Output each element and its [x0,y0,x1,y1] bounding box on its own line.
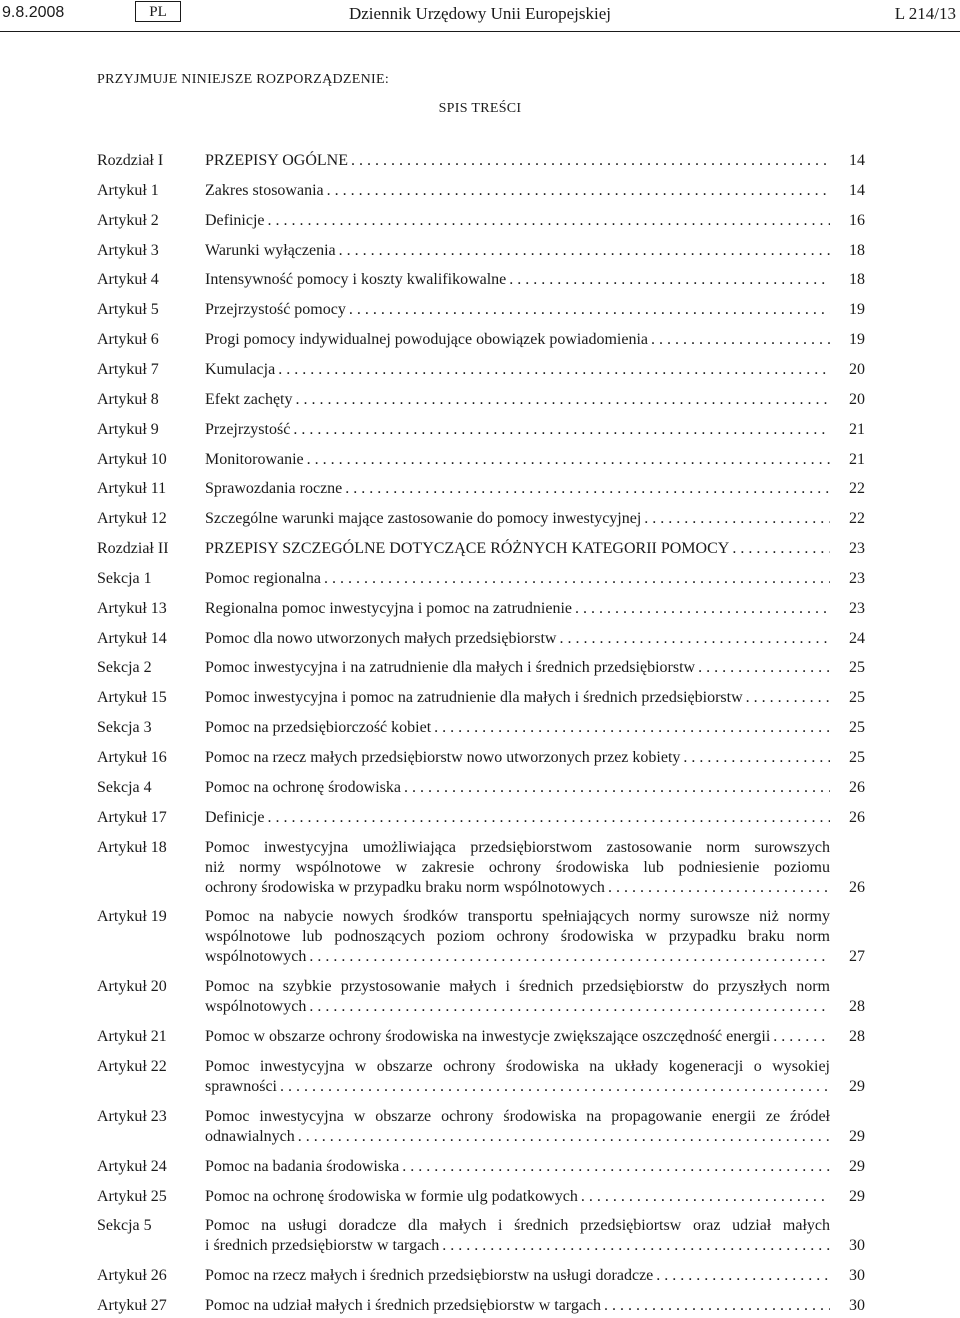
toc-entry-page: 26 [849,808,865,826]
toc-entry-title [205,688,830,708]
toc-entry-page: 25 [849,719,865,737]
toc-entry[interactable] [0,629,960,649]
dot-leader [442,1236,830,1256]
journal-title: Dziennik Urzędowy Unii Europejskiej [348,4,611,23]
toc-entry-label: Artykuł 25 [97,1187,167,1205]
toc-entry-title [205,1266,830,1286]
toc-entry-title-line: Pomoc na badania środowiska [205,1157,400,1175]
toc-entry-label: Artykuł 7 [97,360,159,378]
toc-entry-label: Artykuł 22 [97,1057,167,1075]
header-divider [0,31,960,32]
toc-entry-title [205,658,830,678]
toc-entry-title [205,420,830,440]
toc-entry[interactable] [0,420,960,440]
page-reference: L 214/13 [894,4,956,23]
toc-entry-title [205,748,830,768]
toc-entry-page: 28 [849,998,865,1016]
toc-entry-title-line: Pomoc dla nowo utworzonych małych przedsiębiorstw [205,629,557,647]
toc-entry-title-line: sprawności [205,1077,277,1095]
toc-entry-title-line: Sprawozdania roczne [205,480,343,498]
toc-entry-title [205,1057,830,1097]
dot-leader [644,509,830,529]
toc-entry-title [205,718,830,738]
dot-leader [608,878,830,898]
toc-entry[interactable] [0,1057,960,1097]
toc-entry-title [205,270,830,290]
toc-entry[interactable] [0,479,960,499]
toc-entry-label: Sekcja 1 [97,569,152,587]
dot-leader [351,151,830,171]
language-badge: PL [135,1,181,22]
toc-entry-title-line: Pomoc na przedsiębiorczość kobiet [205,719,432,737]
toc-entry-page: 25 [849,749,865,766]
toc-entry-page: 20 [849,360,865,378]
toc-entry-title [205,509,830,529]
toc-entry-title-line: Pomoc w obszarze ochrony środowiska na inwestycje zwiększające oszczędność energii [205,1028,771,1046]
dot-leader [559,629,830,649]
dot-leader [307,450,830,470]
toc-entry-title [205,241,830,261]
toc-entry-page: 22 [849,480,865,498]
toc-entry[interactable] [0,838,960,898]
dot-leader [404,778,830,798]
toc-entry[interactable] [0,151,960,171]
publication-date: 9.8.2008 [2,4,65,21]
toc-entry-title [205,539,830,559]
toc-entry-page: 19 [849,301,865,319]
toc-entry-title-line: Przejrzystość [205,420,291,438]
toc-entry-label: Artykuł 21 [97,1028,167,1046]
toc-entry-page: 29 [849,1127,865,1145]
dot-leader [327,181,830,201]
toc-entry-page: 25 [849,689,865,707]
dot-leader [293,420,830,440]
toc-entry-title-line: Przejrzystość pomocy [205,301,346,319]
dot-leader [651,330,830,350]
toc-entry-title-line: niż normy wspólnotowe w zakresie ochrony środowiska lub podniesienie poziomu [205,858,830,876]
toc-entry-page: 21 [849,450,865,468]
dot-leader [345,479,830,499]
toc-entry-page: 16 [849,211,865,229]
toc-entry[interactable] [0,211,960,231]
toc-entry-title-line: i średnich przedsiębiorstw w targach [205,1237,440,1255]
toc-entry-page: 26 [849,878,865,896]
toc-entry-page: 30 [849,1237,865,1255]
toc-entry-title [205,300,830,320]
toc-entry-title-line: Pomoc na nabycie nowych środków transportu spełniających normy surowsze niż normy [205,908,830,926]
toc-entry[interactable] [0,569,960,589]
toc-entry-page: 18 [849,271,865,289]
toc-entry-label: Artykuł 2 [97,211,159,229]
toc-entry-page: 21 [849,420,865,438]
toc-entry[interactable] [0,1266,960,1286]
toc-entry-title-line: Pomoc inwestycyjna umożliwiająca przedsiębiorstwom zastosowanie norm surowszych [205,838,830,856]
dot-leader [309,997,830,1017]
toc-entry-label: Rozdział II [97,540,169,558]
toc-entry-page: 22 [849,510,865,528]
toc-entry-page: 29 [849,1077,865,1095]
toc-entry-label: Rozdział I [97,152,164,169]
toc-entry-title [205,450,830,470]
dot-leader [280,1077,830,1097]
toc-entry-title-line: Warunki wyłączenia [205,241,336,259]
toc-entry-page: 24 [849,629,865,647]
toc-entry-title [205,211,830,231]
toc-entry-title [205,360,830,380]
toc-entry-label: Artykuł 26 [97,1267,167,1285]
toc-entry-label: Artykuł 24 [97,1157,167,1175]
toc-entry-label: Artykuł 27 [97,1297,167,1315]
dot-leader [298,1127,830,1147]
toc-entry[interactable] [0,509,960,529]
dot-leader [683,748,830,768]
dot-leader [309,947,830,967]
toc-entry-title [205,599,830,619]
dot-leader [698,658,830,678]
toc-entry-page: 19 [849,331,865,349]
toc-entry-title-line: ochrony środowiska w przypadku braku norm wspólnotowych [205,878,605,896]
toc-entry-title [205,629,830,649]
toc-entry[interactable] [0,1187,960,1207]
toc-entry-page: 23 [849,599,865,617]
toc-entry-title [205,1216,830,1256]
toc-entry[interactable] [0,688,960,708]
toc-entry-title [205,808,830,828]
dot-leader [434,718,830,738]
toc-entry-title-line: Pomoc na ochronę środowiska w formie ulg podatkowych [205,1187,578,1205]
toc-entry-page: 14 [849,181,865,199]
toc-entry-title-line: Pomoc na rzecz małych przedsiębiorstw nowo utworzonych przez kobiety [205,749,681,766]
toc-entry-title [205,838,830,898]
dot-leader [349,300,830,320]
dot-leader [268,211,830,231]
toc-entry-title [205,1107,830,1147]
toc-entry-title-line: Pomoc na udział małych i średnich przedsiębiorstw w targach [205,1297,602,1315]
dot-leader [278,360,830,380]
toc-entry-page: 23 [849,540,865,558]
dot-leader [296,390,831,410]
toc-entry-title-line: Pomoc inwestycyjna w obszarze ochrony środowiska na propagowanie energii ze źródeł [205,1107,830,1125]
toc-entry-page: 29 [849,1157,865,1175]
toc-entry-title [205,977,830,1017]
toc-entry[interactable] [0,390,960,410]
toc-entry-title-line: Pomoc inwestycyjna i na zatrudnienie dla małych i średnich przedsiębiorstw [205,659,696,677]
toc-entry-title-line: PRZEPISY OGÓLNE [205,152,348,169]
dot-leader [402,1157,830,1177]
toc-entry[interactable] [0,1157,960,1177]
toc-entry-title [205,1157,830,1177]
dot-leader [656,1266,830,1286]
toc-entry-label: Artykuł 11 [97,480,167,498]
toc-entry-title-line: Pomoc inwestycyjna w obszarze ochrony środowiska na układy kogeneracji o wysokiej [205,1057,830,1075]
toc-entry-title-line: odnawialnych [205,1127,295,1145]
toc-entry-title-line: Kumulacja [205,360,276,378]
dot-leader [773,1027,830,1047]
dot-leader [268,808,830,828]
toc-entry[interactable] [0,808,960,828]
dot-leader [581,1187,830,1207]
toc-entry-label: Artykuł 4 [97,271,159,289]
toc-entry-title [205,569,830,589]
toc-entry-title [205,151,830,171]
intro-statement: PRZYJMUJE NINIEJSZE ROZPORZĄDZENIE: [97,72,390,87]
toc-entry-label: Artykuł 14 [97,629,167,647]
toc-entry-title-line: Zakres stosowania [205,181,324,199]
toc-entry-label: Artykuł 1 [97,181,159,199]
toc-entry-label: Artykuł 3 [97,241,159,259]
toc-entry-title-line: Pomoc na usługi doradcze dla małych i średnich przedsiębiortsw oraz udział małych [205,1217,830,1235]
toc-entry[interactable] [0,718,960,738]
toc-entry-title [205,1027,830,1047]
toc-entry-label: Sekcja 2 [97,659,152,677]
toc-entry-label: Artykuł 18 [97,838,167,856]
toc-entry-title-line: Definicje [205,808,265,826]
toc-entry-title-line: Monitorowanie [205,450,304,468]
toc-entry-page: 27 [849,948,865,966]
toc-entry-label: Sekcja 3 [97,719,152,737]
toc-entry-title [205,181,830,201]
toc-entry[interactable] [0,300,960,320]
toc-entry-label: Artykuł 5 [97,301,159,319]
toc-entry-title-line: Intensywność pomocy i koszty kwalifikowalne [205,271,507,289]
toc-entry-label: Artykuł 17 [97,808,167,826]
toc-entry-title [205,907,830,967]
toc-entry-title-line: Pomoc regionalna [205,569,321,587]
toc-entry-title-line: Pomoc inwestycyjna i pomoc na zatrudnienie dla małych i średnich przedsiębiorstw [205,689,743,707]
toc-entry-page: 30 [849,1297,865,1315]
toc-entry-title-line: wspólnotowych [205,998,307,1016]
toc-entry-label: Artykuł 10 [97,450,167,468]
toc-entry-label: Artykuł 23 [97,1107,167,1125]
toc-entry-page: 18 [849,241,865,259]
toc-entry-title-line: Pomoc na szybkie przystosowanie małych i średnich przedsiębiorstw do przyszłych norm [205,978,830,996]
toc-entry[interactable] [0,539,960,559]
dot-leader [746,688,830,708]
toc-entry[interactable] [0,1027,960,1047]
toc-entry-page: 28 [849,1028,865,1046]
dot-leader [324,569,830,589]
toc-entry-page: 26 [849,778,865,796]
dot-leader [604,1296,830,1316]
toc-entry[interactable] [0,450,960,470]
toc-entry-title [205,1187,830,1207]
toc-entry[interactable] [0,1216,960,1256]
toc-entry-page: 25 [849,659,865,677]
toc-entry-title [205,1296,830,1316]
toc-entry-title [205,390,830,410]
toc-entry-label: Artykuł 13 [97,599,167,617]
toc-title: SPIS TREŚCI [438,101,522,116]
toc-entry[interactable] [0,1296,960,1316]
toc-entry[interactable] [0,748,960,768]
toc-entry-title-line: Pomoc na ochronę środowiska [205,778,401,796]
toc-entry[interactable] [0,270,960,290]
toc-entry-label: Sekcja 4 [97,778,152,796]
toc-entry-title-line: PRZEPISY SZCZEGÓLNE DOTYCZĄCE RÓŻNYCH KATEGORII POMOCY [205,540,730,558]
toc-entry-label: Artykuł 8 [97,390,159,408]
toc-entry[interactable] [0,330,960,350]
toc-entry[interactable] [0,241,960,261]
toc-entry-title [205,778,830,798]
toc-entry-title-line: Definicje [205,211,265,229]
toc-entry-title [205,330,830,350]
toc-entry-label: Artykuł 9 [97,420,159,438]
toc-entry-title-line: Progi pomocy indywidualnej powodujące obowiązek powiadomienia [205,331,649,349]
page-header [0,0,960,30]
toc-entry-title-line: Szczególne warunki mające zastosowanie do pomocy inwestycyjnej [205,510,642,528]
toc-entry-title-line: wspólnotowych [205,948,307,966]
toc-entry-label: Artykuł 12 [97,510,167,528]
dot-leader [732,539,830,559]
toc-entry-title-line: wspólnotowe lub podnoszących poziom ochrony środowiska w przypadku braku norm [205,928,830,946]
toc-entry-page: 20 [849,390,865,408]
toc-entry-page: 30 [849,1267,865,1285]
toc-entry-title-line: Regionalna pomoc inwestycyjna i pomoc na zatrudnienie [205,599,572,617]
dot-leader [339,241,830,261]
toc-entry-label: Artykuł 19 [97,908,167,926]
toc-entry-page: 14 [849,152,865,169]
dot-leader [575,599,830,619]
toc-entry-title-line: Efekt zachęty [205,390,293,408]
toc-entry[interactable] [0,360,960,380]
toc-entry[interactable] [0,1107,960,1147]
toc-entry[interactable] [0,658,960,678]
toc-entry[interactable] [0,977,960,1017]
toc-entry-title [205,479,830,499]
toc-entry-label: Artykuł 15 [97,689,167,707]
toc-entry-page: 29 [849,1187,865,1205]
toc-entry[interactable] [0,907,960,967]
toc-entry-label: Artykuł 16 [97,749,167,766]
dot-leader [509,270,830,290]
toc-entry[interactable] [0,778,960,798]
toc-entry-page: 23 [849,569,865,587]
toc-entry[interactable] [0,599,960,619]
toc-entry-label: Artykuł 20 [97,978,167,996]
toc-entry-label: Artykuł 6 [97,331,159,349]
toc-entry-title-line: Pomoc na rzecz małych i średnich przedsiębiorstw na usługi doradcze [205,1267,654,1285]
toc-entry[interactable] [0,181,960,201]
toc-entry-label: Sekcja 5 [97,1217,152,1235]
